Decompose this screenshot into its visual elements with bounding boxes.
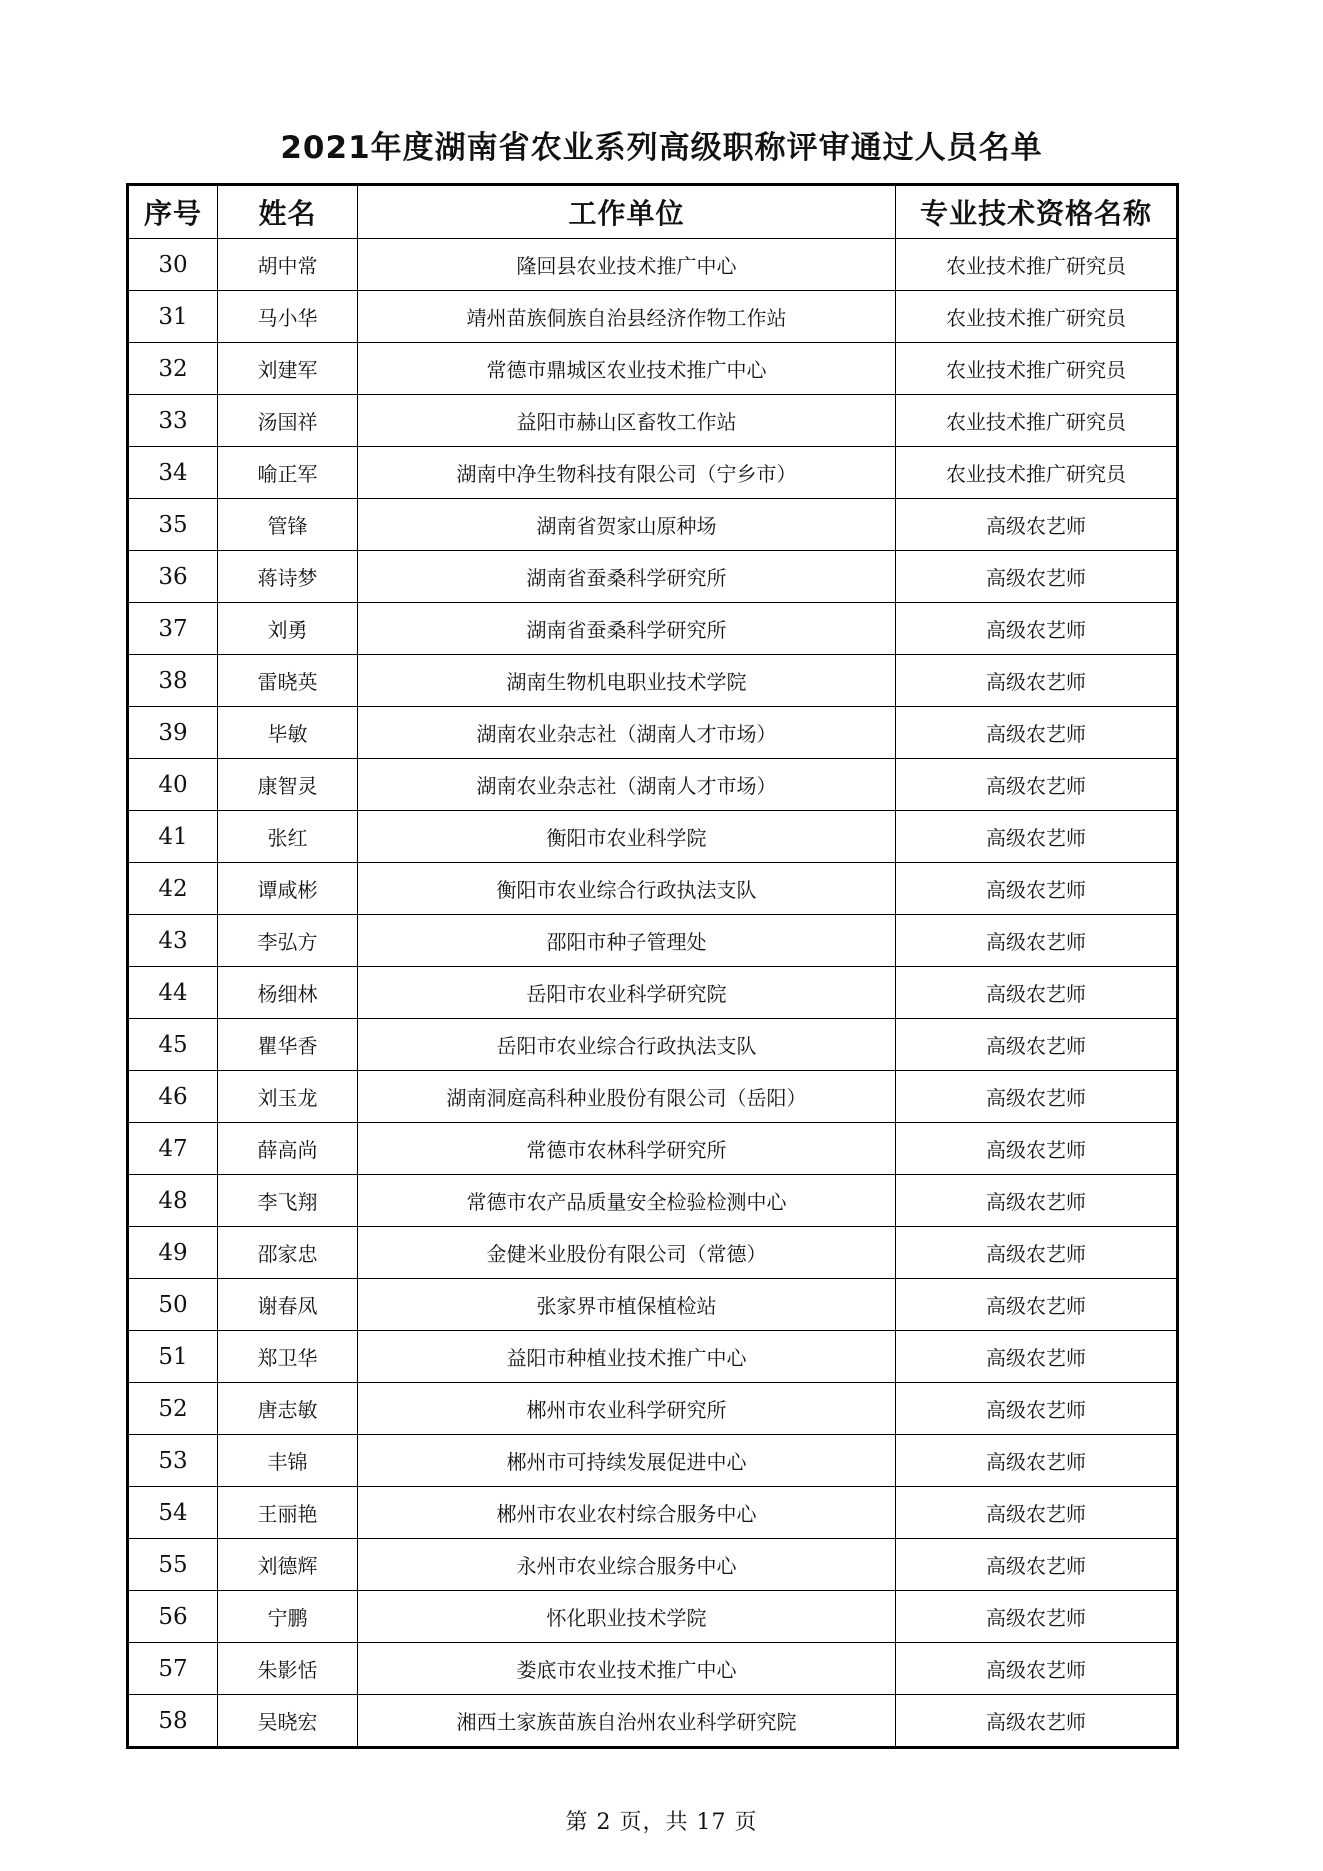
cell-qualification: 高级农艺师: [896, 915, 1178, 967]
cell-qualification: 高级农艺师: [896, 1539, 1178, 1591]
cell-seq: 31: [128, 291, 218, 343]
cell-unit: 湖南省蚕桑科学研究所: [358, 551, 896, 603]
cell-unit: 郴州市农业科学研究所: [358, 1383, 896, 1435]
cell-name: 刘玉龙: [218, 1071, 358, 1123]
cell-name: 王丽艳: [218, 1487, 358, 1539]
cell-qualification: 高级农艺师: [896, 1331, 1178, 1383]
cell-qualification: 高级农艺师: [896, 707, 1178, 759]
table-row: [128, 655, 1178, 707]
cell-unit: 娄底市农业技术推广中心: [358, 1643, 896, 1695]
cell-seq: 38: [128, 655, 218, 707]
cell-name: 唐志敏: [218, 1383, 358, 1435]
cell-unit: 张家界市植保植检站: [358, 1279, 896, 1331]
cell-qualification: 高级农艺师: [896, 1435, 1178, 1487]
cell-seq: 53: [128, 1435, 218, 1487]
cell-unit: 益阳市种植业技术推广中心: [358, 1331, 896, 1383]
table-row: [128, 1019, 1178, 1071]
cell-qualification: 农业技术推广研究员: [896, 447, 1178, 499]
table-row: [128, 707, 1178, 759]
cell-name: 胡中常: [218, 239, 358, 291]
table-row: [128, 1539, 1178, 1591]
header-name: 姓名: [218, 185, 358, 239]
cell-seq: 57: [128, 1643, 218, 1695]
table-row: [128, 1383, 1178, 1435]
cell-unit: 永州市农业综合服务中心: [358, 1539, 896, 1591]
cell-unit: 湖南省蚕桑科学研究所: [358, 603, 896, 655]
cell-unit: 岳阳市农业科学研究院: [358, 967, 896, 1019]
cell-seq: 32: [128, 343, 218, 395]
cell-qualification: 高级农艺师: [896, 1227, 1178, 1279]
cell-unit: 靖州苗族侗族自治县经济作物工作站: [358, 291, 896, 343]
cell-qualification: 高级农艺师: [896, 863, 1178, 915]
cell-seq: 30: [128, 239, 218, 291]
cell-unit: 湖南农业杂志社（湖南人才市场）: [358, 707, 896, 759]
cell-seq: 44: [128, 967, 218, 1019]
cell-qualification: 高级农艺师: [896, 551, 1178, 603]
table-row: [128, 239, 1178, 291]
cell-seq: 45: [128, 1019, 218, 1071]
cell-name: 马小华: [218, 291, 358, 343]
cell-name: 李飞翔: [218, 1175, 358, 1227]
cell-qualification: 高级农艺师: [896, 967, 1178, 1019]
table-row: [128, 1591, 1178, 1643]
cell-qualification: 高级农艺师: [896, 499, 1178, 551]
roster-table: [126, 183, 1179, 1749]
cell-seq: 41: [128, 811, 218, 863]
cell-unit: 金健米业股份有限公司（常德）: [358, 1227, 896, 1279]
table-row: [128, 395, 1178, 447]
cell-name: 雷晓英: [218, 655, 358, 707]
cell-unit: 湖南生物机电职业技术学院: [358, 655, 896, 707]
table-row: [128, 1175, 1178, 1227]
cell-seq: 56: [128, 1591, 218, 1643]
cell-seq: 40: [128, 759, 218, 811]
cell-name: 薛高尚: [218, 1123, 358, 1175]
cell-name: 喻正军: [218, 447, 358, 499]
cell-seq: 47: [128, 1123, 218, 1175]
table-row: [128, 759, 1178, 811]
header-seq: 序号: [128, 185, 218, 239]
cell-name: 杨细林: [218, 967, 358, 1019]
cell-seq: 52: [128, 1383, 218, 1435]
header-qualification: 专业技术资格名称: [896, 185, 1178, 239]
cell-unit: 常德市农产品质量安全检验检测中心: [358, 1175, 896, 1227]
cell-qualification: 农业技术推广研究员: [896, 395, 1178, 447]
cell-name: 宁鹏: [218, 1591, 358, 1643]
cell-name: 丰锦: [218, 1435, 358, 1487]
cell-name: 蒋诗梦: [218, 551, 358, 603]
table-row: [128, 447, 1178, 499]
table-row: [128, 1071, 1178, 1123]
cell-unit: 衡阳市农业综合行政执法支队: [358, 863, 896, 915]
table-row: [128, 1331, 1178, 1383]
cell-name: 刘勇: [218, 603, 358, 655]
cell-seq: 34: [128, 447, 218, 499]
cell-qualification: 高级农艺师: [896, 811, 1178, 863]
table-row: [128, 967, 1178, 1019]
table-row: [128, 1435, 1178, 1487]
cell-qualification: 高级农艺师: [896, 1071, 1178, 1123]
cell-qualification: 高级农艺师: [896, 1175, 1178, 1227]
page-number: 第 2 页，共 17 页: [565, 1810, 758, 1835]
page-title: 2021年度湖南省农业系列高级职称评审通过人员名单: [280, 130, 1043, 166]
table-row: [128, 1279, 1178, 1331]
cell-seq: 48: [128, 1175, 218, 1227]
table-row: [128, 551, 1178, 603]
table-header-row: [128, 185, 1178, 239]
cell-seq: 46: [128, 1071, 218, 1123]
cell-name: 毕敏: [218, 707, 358, 759]
cell-unit: 湖南农业杂志社（湖南人才市场）: [358, 759, 896, 811]
cell-unit: 怀化职业技术学院: [358, 1591, 896, 1643]
cell-unit: 湖南中净生物科技有限公司（宁乡市）: [358, 447, 896, 499]
cell-qualification: 高级农艺师: [896, 1591, 1178, 1643]
cell-unit: 隆回县农业技术推广中心: [358, 239, 896, 291]
table-row: [128, 863, 1178, 915]
cell-unit: 常德市鼎城区农业技术推广中心: [358, 343, 896, 395]
cell-name: 郑卫华: [218, 1331, 358, 1383]
cell-name: 康智灵: [218, 759, 358, 811]
cell-seq: 33: [128, 395, 218, 447]
table-row: [128, 1227, 1178, 1279]
cell-qualification: 农业技术推广研究员: [896, 291, 1178, 343]
cell-seq: 50: [128, 1279, 218, 1331]
table-row: [128, 603, 1178, 655]
cell-qualification: 高级农艺师: [896, 1487, 1178, 1539]
cell-name: 管锋: [218, 499, 358, 551]
cell-qualification: 高级农艺师: [896, 1123, 1178, 1175]
cell-name: 刘德辉: [218, 1539, 358, 1591]
table-row: [128, 499, 1178, 551]
cell-name: 刘建军: [218, 343, 358, 395]
cell-unit: 衡阳市农业科学院: [358, 811, 896, 863]
cell-seq: 58: [128, 1695, 218, 1748]
cell-qualification: 高级农艺师: [896, 1695, 1178, 1748]
cell-name: 朱影恬: [218, 1643, 358, 1695]
table-row: [128, 1487, 1178, 1539]
cell-qualification: 高级农艺师: [896, 759, 1178, 811]
cell-unit: 湖南洞庭高科种业股份有限公司（岳阳）: [358, 1071, 896, 1123]
cell-unit: 岳阳市农业综合行政执法支队: [358, 1019, 896, 1071]
cell-seq: 49: [128, 1227, 218, 1279]
cell-seq: 54: [128, 1487, 218, 1539]
header-unit: 工作单位: [358, 185, 896, 239]
cell-seq: 55: [128, 1539, 218, 1591]
cell-name: 邵家忠: [218, 1227, 358, 1279]
cell-unit: 湘西土家族苗族自治州农业科学研究院: [358, 1695, 896, 1748]
table-row: [128, 291, 1178, 343]
cell-qualification: 高级农艺师: [896, 1019, 1178, 1071]
cell-unit: 郴州市农业农村综合服务中心: [358, 1487, 896, 1539]
cell-name: 吴晓宏: [218, 1695, 358, 1748]
cell-seq: 36: [128, 551, 218, 603]
table-row: [128, 1123, 1178, 1175]
cell-qualification: 高级农艺师: [896, 1643, 1178, 1695]
cell-qualification: 高级农艺师: [896, 603, 1178, 655]
table-row: [128, 1643, 1178, 1695]
cell-unit: 邵阳市种子管理处: [358, 915, 896, 967]
cell-qualification: 高级农艺师: [896, 655, 1178, 707]
table-row: [128, 343, 1178, 395]
cell-seq: 42: [128, 863, 218, 915]
cell-qualification: 农业技术推广研究员: [896, 239, 1178, 291]
table-row: [128, 811, 1178, 863]
cell-unit: 常德市农林科学研究所: [358, 1123, 896, 1175]
table-row: [128, 1695, 1178, 1748]
cell-name: 谭咸彬: [218, 863, 358, 915]
table-body: [128, 239, 1178, 1748]
cell-qualification: 高级农艺师: [896, 1279, 1178, 1331]
cell-seq: 39: [128, 707, 218, 759]
cell-seq: 43: [128, 915, 218, 967]
cell-qualification: 高级农艺师: [896, 1383, 1178, 1435]
cell-name: 谢春凤: [218, 1279, 358, 1331]
cell-name: 瞿华香: [218, 1019, 358, 1071]
table-row: [128, 915, 1178, 967]
cell-name: 张红: [218, 811, 358, 863]
cell-unit: 郴州市可持续发展促进中心: [358, 1435, 896, 1487]
cell-name: 汤国祥: [218, 395, 358, 447]
cell-unit: 益阳市赫山区畜牧工作站: [358, 395, 896, 447]
cell-seq: 37: [128, 603, 218, 655]
cell-seq: 51: [128, 1331, 218, 1383]
cell-unit: 湖南省贺家山原种场: [358, 499, 896, 551]
cell-name: 李弘方: [218, 915, 358, 967]
cell-seq: 35: [128, 499, 218, 551]
cell-qualification: 农业技术推广研究员: [896, 343, 1178, 395]
